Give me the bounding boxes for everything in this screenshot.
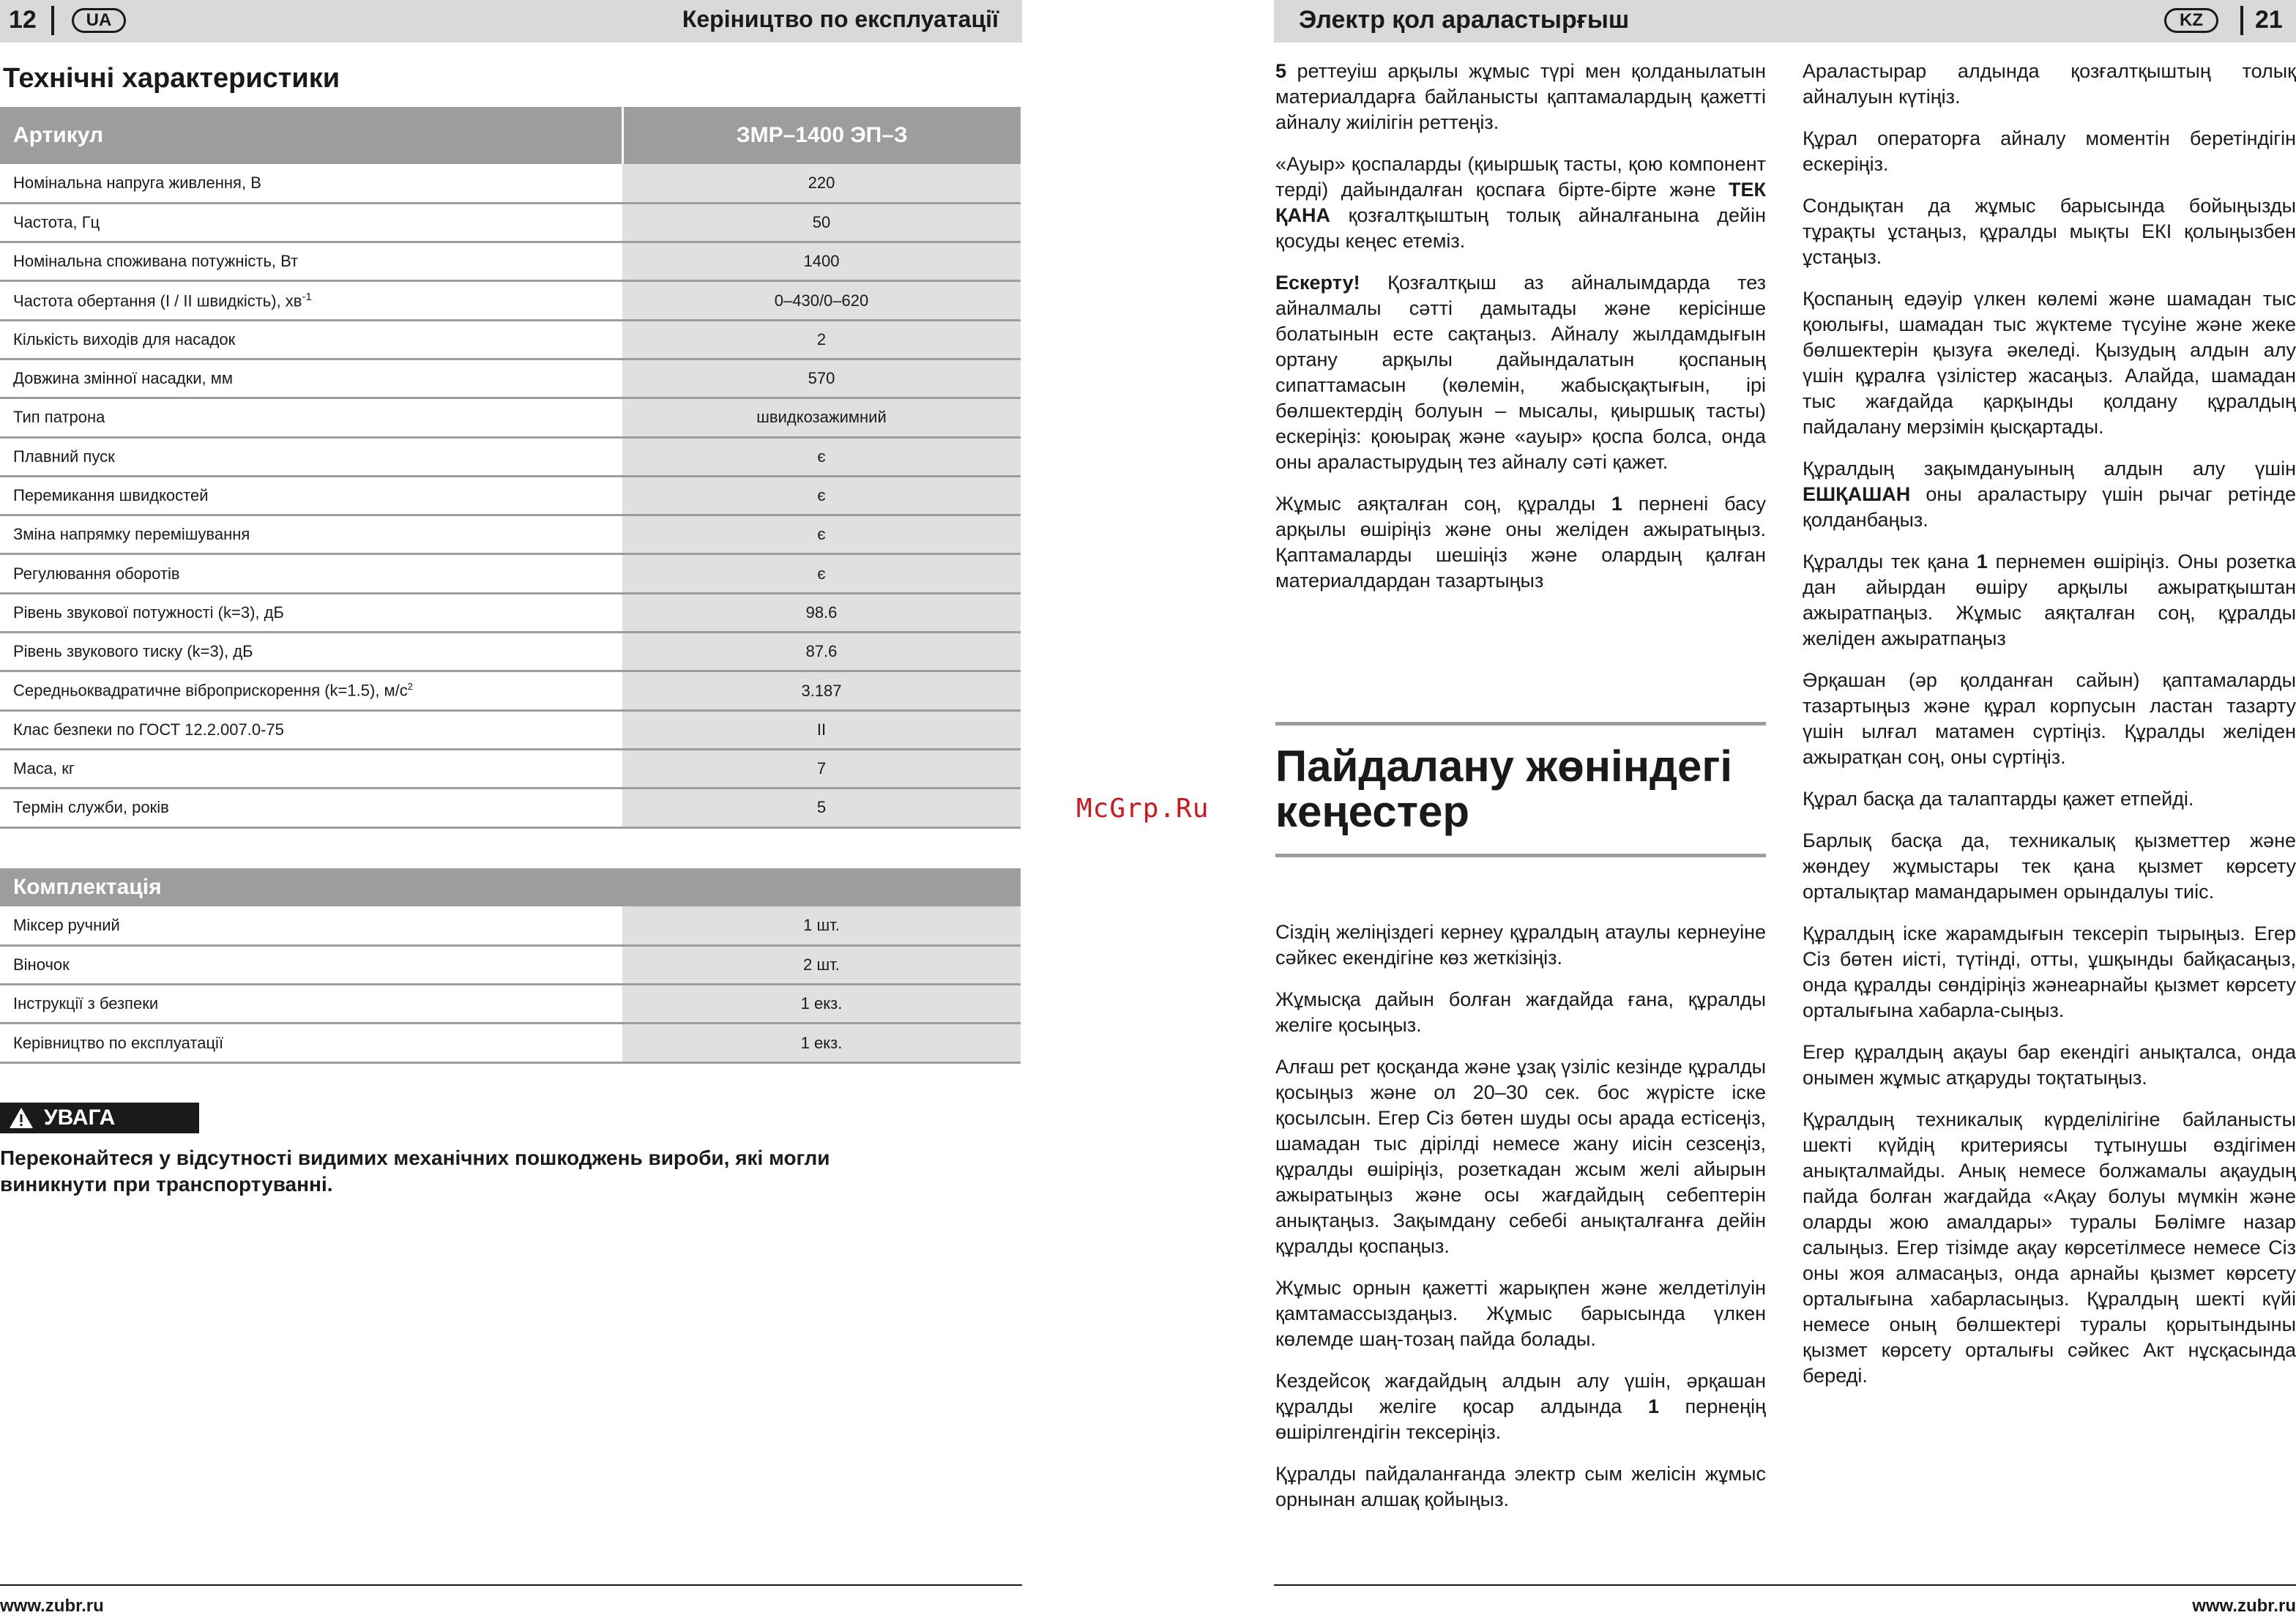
spec-value: 87.6 <box>622 633 1021 671</box>
spec-name: Тип патрона <box>0 398 622 437</box>
paragraph-text: Құралды тек қана <box>1803 551 1977 573</box>
paragraph: Сіздің желіңіздегі кернеу құралдың атаулы кернеуіне сәйкес екендігіне көз жеткізіңіз. <box>1275 921 1766 969</box>
spec-name: Маса, кг <box>0 749 622 788</box>
table-row <box>0 633 1021 671</box>
kit-item-qty: 1 екз. <box>622 1024 1021 1062</box>
table-row <box>0 1024 1021 1062</box>
left-page-title: Керіництво по експлуатації <box>682 6 999 32</box>
paragraph: Барлық басқа да, техникалық қызметтер және жөндеу жұмыстары тек қана қызмет көрсету орталықтар мамандарымен орындалуы тиіс. <box>1803 829 2296 903</box>
spec-value: 50 <box>622 203 1021 242</box>
spec-value: є <box>622 437 1021 476</box>
spec-value: 7 <box>622 749 1021 788</box>
warning-text: Переконайтеся у відсутності видимих механічних пошкоджень вироби, які могли виникнути при транспортуванні. <box>0 1147 830 1196</box>
paragraph <box>1275 270 1766 475</box>
bold-text: Ескерту! <box>1275 272 1360 294</box>
paragraph: Алғаш рет қосқанда және ұзақ үзіліс кезінде құралды қосыңыз және ол 20–30 сек. бос жүрісте іске қосылсын. Егер Сіз бөтен шуды осы арада естісеңіз, шамадан тыс дірілді немесе жану иісін сезсеңіз, құралды өшіріңіз, розеткадан жсым желі айырын ажыратыңыз және осы жағдайдың себептерін анықтаңыз. Зақымдану себебі анықталғанға дейін құралды қоспаңыз. <box>1275 1056 1766 1257</box>
right-page-number: 21 <box>2255 6 2283 34</box>
spec-value: є <box>622 554 1021 593</box>
table-row <box>0 437 1021 476</box>
spec-name: Номінальна напруга живлення, В <box>0 164 622 203</box>
spec-value: є <box>622 476 1021 515</box>
kit-item-qty: 2 шт. <box>622 945 1021 984</box>
watermark: McGrp.Ru <box>1076 794 1210 824</box>
spec-name <box>0 671 622 710</box>
right-column-2 <box>1803 59 2296 1405</box>
bold-text: 5 <box>1275 60 1287 82</box>
spec-name: Частота, Гц <box>0 203 622 242</box>
spec-value: 0–430/0–620 <box>622 281 1021 320</box>
paragraph: Құралдың техникалық күрделілігіне байланысты шекті күйдің критериясы тұтынушы өздігімен анықталмайды. Анық немесе болжамалы ақаудың пайда болған жағдайда «Ақау болуы мүмкін және оларды жою амалдары» туралы Бөлімге назар салыңыз. Егер тізімде ақау көрсетілмесе немесе Сіз оны жоя алмасаңыз, онда арнайы қызмет көрсету орталығына хабарласыңыз. Құралдың шекті күйі немесе оның бөлшектері туралы қорытындыны қызмет көрсету орталығы сәйкес Акт нұсқасында береді. <box>1803 1108 2296 1387</box>
spec-name: Перемикання швидкостей <box>0 476 622 515</box>
section-title-specs: Технічні характеристики <box>3 63 340 94</box>
spec-value: 570 <box>622 359 1021 398</box>
header-divider <box>2240 6 2243 35</box>
spec-value: швидкозажимний <box>622 398 1021 437</box>
kit-table-header <box>0 868 1021 906</box>
kit-item-qty: 1 екз. <box>622 985 1021 1024</box>
language-badge-kz: KZ <box>2164 8 2218 33</box>
kit-item-name: Міксер ручний <box>0 906 622 945</box>
table-row <box>0 359 1021 398</box>
right-page-header <box>1274 0 2296 42</box>
kit-item-name: Інструкції з безпеки <box>0 985 622 1024</box>
section-heading-tips: Пайдалану жөніндегі кеңестер <box>1275 742 1733 836</box>
paragraph-text: пернеңің өшірілгендігін тексеріңіз. <box>1275 1395 1766 1443</box>
paragraph <box>1803 456 2296 533</box>
table-row <box>0 985 1021 1024</box>
superscript: -1 <box>302 290 312 303</box>
paragraph: Жұмысқа дайын болған жағдайда ғана, құралды желіге қосыңыз. <box>1275 988 1766 1036</box>
warning-label: УВАГА <box>44 1106 116 1130</box>
paragraph <box>1275 491 1766 594</box>
paragraph <box>1275 152 1766 254</box>
paragraph-text: Жұмыс аяқталған соң, құралды <box>1275 493 1611 515</box>
paragraph-text: Қозғалтқыш аз айналымдарда тез айналмалы сәтті дамытады және керісінше болатынын есте сақтаңыз. Айналу жылдамдығын ортану арқылы дайындалатын қоспаның сипаттамасын (көлемін, жабысқақтығын, ірі бөлшектердің болуын – мысалы, қиыршық тасты) ескеріңіз: қоюырақ және «ауыр» қоспа болса, онда оны араластырудың тез айналу сәті қажет. <box>1275 272 1766 473</box>
spec-value: є <box>622 515 1021 554</box>
bold-text: 1 <box>1976 551 1988 573</box>
table-row <box>0 906 1021 945</box>
table-row <box>0 203 1021 242</box>
paragraph: Құралдың іске жарамдығын тексеріп тырыңыз. Егер Сіз бөтен иісті, түтінді, отты, ұшқынды байқасаңыз, онда құралды сөндіріңіз жәнеарнайы қызмет көрсету орталығына хабарла-сыңыз. <box>1803 922 2296 1021</box>
kit-header: Комплектація <box>0 868 1021 906</box>
right-page-title: Электр қол араластырғыш <box>1299 6 1630 34</box>
table-row <box>0 671 1021 710</box>
spec-value: 98.6 <box>622 593 1021 632</box>
bold-text: 1 <box>1611 493 1622 515</box>
spec-value: 3.187 <box>622 671 1021 710</box>
spec-name <box>0 281 622 320</box>
spec-name: Довжина змінної насадки, мм <box>0 359 622 398</box>
spec-name: Рівень звукового тиску (k=3), дБ <box>0 633 622 671</box>
spec-name: Регулювання оборотів <box>0 554 622 593</box>
table-row <box>0 242 1021 281</box>
bold-text: ЕШҚАШАН <box>1803 483 1911 505</box>
spec-name: Термін служби, років <box>0 789 622 827</box>
table-row <box>0 164 1021 203</box>
spec-value: 1400 <box>622 242 1021 281</box>
paragraph: Араластырар алдында қозғалтқыштың толық айналуын күтіңіз. <box>1803 60 2296 108</box>
paragraph <box>1803 549 2296 652</box>
spec-table <box>0 107 1021 829</box>
paragraph: Құрал операторға айналу моментін беретіндігін ескеріңіз. <box>1803 127 2296 175</box>
kit-table <box>0 868 1021 1064</box>
table-row <box>0 476 1021 515</box>
paragraph: Құралды пайдаланғанда электр сым желісін жұмыс орнынан алшақ қойыңыз. <box>1275 1463 1766 1510</box>
table-row <box>0 320 1021 359</box>
table-row <box>0 749 1021 788</box>
spec-name: Плавний пуск <box>0 437 622 476</box>
spec-header-model: ЗМР–1400 ЭП–З <box>622 107 1021 164</box>
left-footer-url[interactable]: www.zubr.ru <box>0 1596 104 1616</box>
left-footer-rule <box>0 1584 1022 1586</box>
spec-name: Кількість виходів для насадок <box>0 320 622 359</box>
table-row <box>0 789 1021 827</box>
spec-value: 220 <box>622 164 1021 203</box>
paragraph: Сондықтан да жұмыс барысында бойыңызды тұрақты ұстаңыз, құралды мықты ЕКІ қолыңызбен ұстаңыз. <box>1803 195 2296 268</box>
heading-rule-bottom <box>1275 854 1766 857</box>
right-footer-rule <box>1274 1584 2296 1586</box>
heading-rule-top <box>1275 722 1766 726</box>
paragraph: Қоспаның едәуір үлкен көлемі және шамадан тыс қоюлығы, шамадан тыс жүктеме түсуіне және жеке бөлшектерін қызуға әкеледі. Қызудың алдын алу үшін құралға үзілістер жасаңыз. Алайда, шамадан тыс жағдайда қарқынды қолдану құралдың пайдалану мерзімін қысқартады. <box>1803 288 2296 438</box>
spec-name-text: Середньоквадратичне віброприскорення (k=1.5), м/с <box>13 681 408 700</box>
bold-text: ТЕК ҚАНА <box>1275 179 1766 226</box>
table-row <box>0 710 1021 749</box>
warning-triangle-icon <box>9 1107 34 1129</box>
paragraph-text: «Ауыр» қоспаларды (қиыршық тасты, қою компонент терді) дайындалған қоспаға бірте-бірте және <box>1275 153 1766 201</box>
kit-item-qty: 1 шт. <box>622 906 1021 945</box>
left-page-number: 12 <box>9 6 37 34</box>
spec-header-article: Артикул <box>0 107 622 164</box>
paragraph: Егер құралдың ақауы бар екендігі анықталса, онда онымен жұмыс атқаруды тоқтатыңыз. <box>1803 1041 2296 1089</box>
paragraph-text: пернемен өшіріңіз. Оны розетка дан айырдан өшіру арқылы ажыратқыштан ажыратпаңыз. Жұмыс аяқталған соң, құралды желіден ажыратпаңыз <box>1803 551 2296 649</box>
kit-item-name: Віночок <box>0 945 622 984</box>
spec-value: 5 <box>622 789 1021 827</box>
paragraph <box>1275 1368 1766 1445</box>
paragraph: Жұмыс орнын қажетті жарықпен және желдетілуін қамтамассыздаңыз. Жұмыс барысында үлкен көлемде шаң-тозаң пайда болады. <box>1275 1277 1766 1350</box>
header-divider <box>51 6 54 35</box>
spec-value: 2 <box>622 320 1021 359</box>
table-row <box>0 945 1021 984</box>
paragraph-text: Құралдың зақымдануының алдын алу үшін <box>1803 458 2296 480</box>
spec-name: Рівень звукової потужності (k=3), дБ <box>0 593 622 632</box>
paragraph-text: реттеуіш арқылы жұмыс түрі мен қолданылатын материалдарға байланысты қаптамалардың қажетті айналу жиілігін реттеңіз. <box>1275 60 1766 133</box>
right-footer-url[interactable]: www.zubr.ru <box>2192 1596 2296 1616</box>
spec-name: Клас безпеки по ГОСТ 12.2.007.0-75 <box>0 710 622 749</box>
paragraph: Әрқашан (әр қолданған сайын) қаптамаларды тазартыңыз және құрал корпусын ластан тазарту үшін ылғал матамен сүртіңіз. Құралды желіден ажыратқан соң, оны сүртіңіз. <box>1803 669 2296 768</box>
warning-badge <box>0 1103 199 1133</box>
bold-text: 1 <box>1647 1395 1659 1417</box>
table-row <box>0 515 1021 554</box>
table-row <box>0 593 1021 632</box>
spec-name: Зміна напрямку перемішування <box>0 515 622 554</box>
paragraph <box>1275 59 1766 135</box>
paragraph-text: пернені басу арқылы өшіріңіз және оны желіден ажыратыңыз. Қаптамаларды шешіңіз және олардың қалған материалдардан тазартыңыз <box>1275 493 1766 592</box>
table-row <box>0 554 1021 593</box>
language-badge-ua: UA <box>72 8 126 33</box>
spec-name-text: Частота обертання (I / II швидкість), хв <box>13 291 302 310</box>
superscript: 2 <box>407 681 414 693</box>
paragraph-text: оны араластыру үшін рычаг ретінде қолданбаңыз. <box>1803 483 2296 531</box>
spec-name: Номінальна споживана потужність, Вт <box>0 242 622 281</box>
table-row <box>0 281 1021 320</box>
left-page-header <box>0 0 1022 42</box>
kit-item-name: Керівництво по експлуатації <box>0 1024 622 1062</box>
table-row <box>0 398 1021 437</box>
paragraph-text: қозғалтқыштың толық айналғанына дейін қосуды кеңес етеміз. <box>1275 204 1766 252</box>
spec-table-header <box>0 107 1021 164</box>
paragraph: Құрал басқа да талаптарды қажет етпейді. <box>1803 788 2194 810</box>
paragraph-text: Кездейсоқ жағдайдың алдын алу үшін, әрқашан құралды желіге қосар алдында <box>1275 1370 1766 1417</box>
spec-value: II <box>622 710 1021 749</box>
right-column-1-top <box>1275 59 1766 610</box>
right-column-1-bottom <box>1275 920 1766 1529</box>
